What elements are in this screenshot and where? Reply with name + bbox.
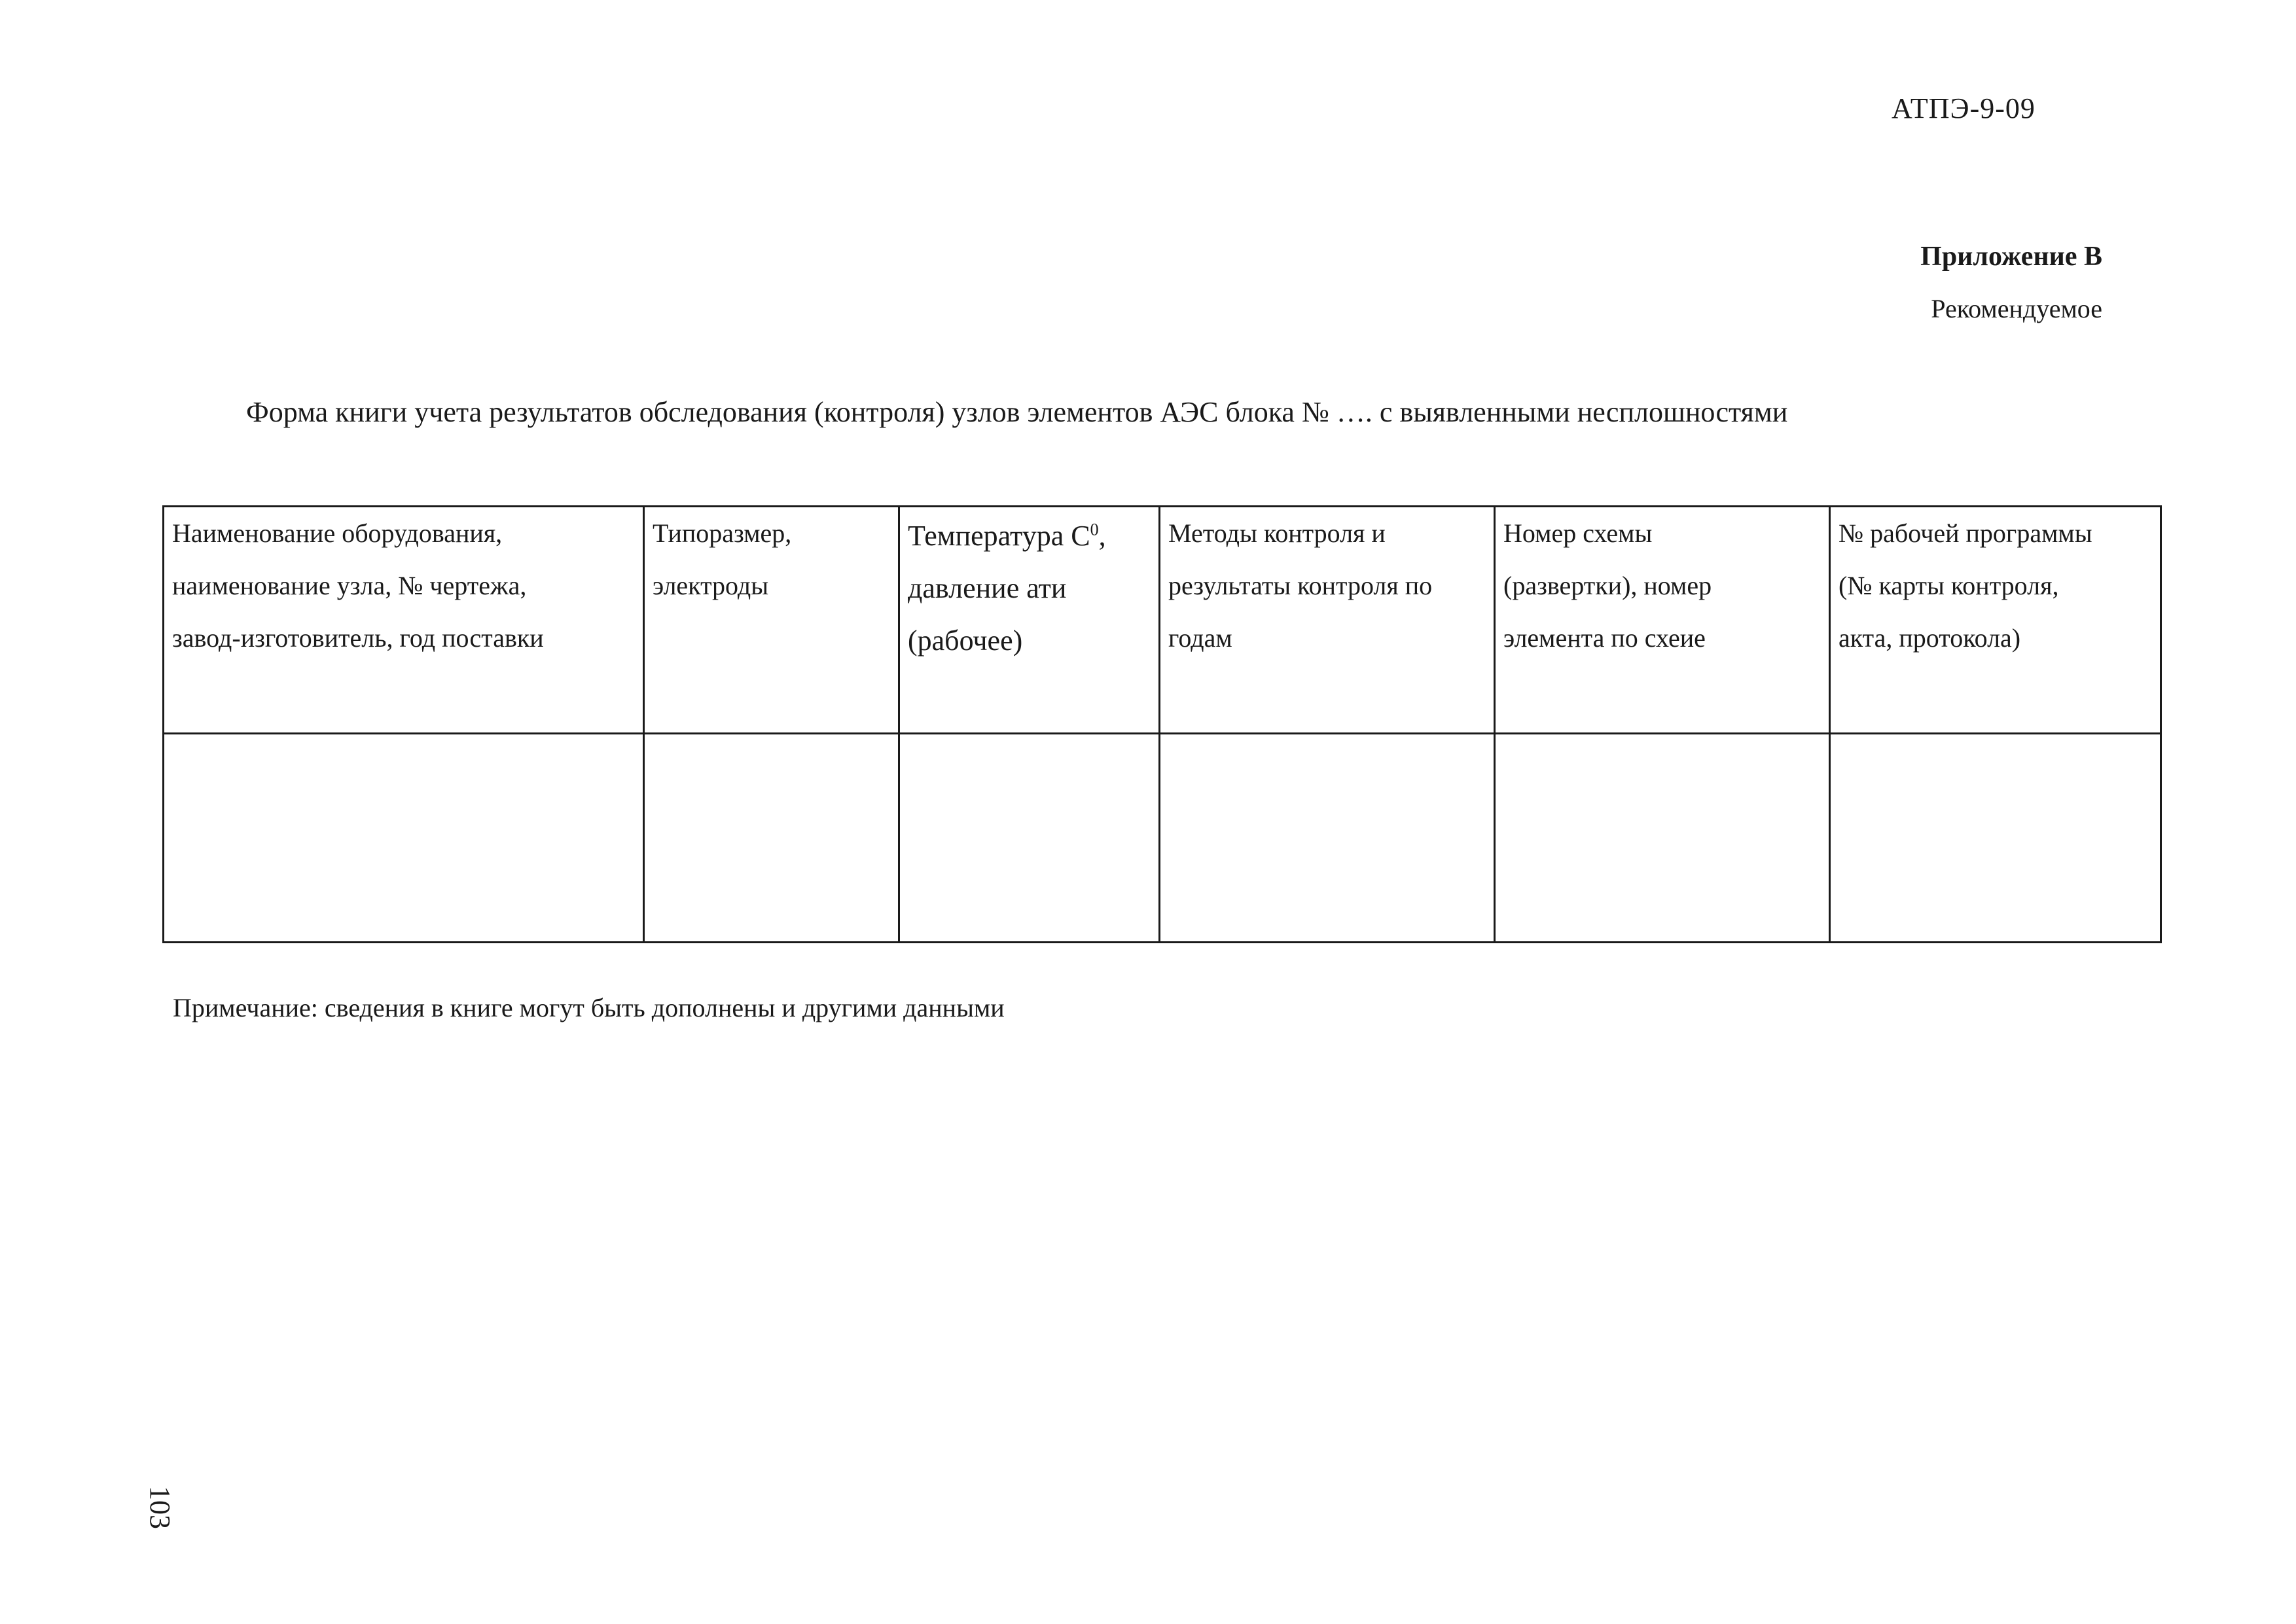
header-line: (№ карты контроля, [1839,571,2059,600]
header-cell-equipment [164,507,644,734]
comma: , [1098,520,1106,552]
doc-code: АТПЭ-9-09 [1892,92,2036,124]
header-line: наименование узла, № чертежа, [172,571,527,600]
header-line: Номер схемы [1503,518,1653,548]
header-line: электроды [653,571,769,600]
table-cell [1160,734,1495,943]
header-cell-program [1830,507,2161,734]
header-line: (развертки), номер [1503,571,1712,600]
header-line [908,510,1151,562]
header-line: результаты контроля по [1168,571,1433,600]
table-cell [1495,734,1830,943]
header-line: Типоразмер, [653,518,792,548]
header-line: годам [1168,623,1232,653]
appendix-title: Приложение В [1920,242,2102,272]
header-line: давление ати [908,572,1067,604]
table-row [164,734,2161,943]
header-cell-methods [1160,507,1495,734]
table-header-row [164,507,2161,734]
header-cell-scheme [1495,507,1830,734]
header-line: акта, протокола) [1839,623,2021,653]
table-cell [644,734,899,943]
form-table [162,505,2162,943]
header-line: (рабочее) [908,624,1023,657]
page-number: 103 [144,1486,176,1529]
temperature-label: Температура С [908,520,1090,552]
header-line: элемента по схеие [1503,623,1706,653]
header-line: Наименование оборудования, [172,518,503,548]
header-line: Методы контроля и [1168,518,1386,548]
header-line: № рабочей программы [1839,518,2092,548]
header-cell-size [644,507,899,734]
header-cell-temperature [899,507,1160,734]
appendix-status: Рекомендуемое [1931,294,2102,323]
degree-superscript: 0 [1090,520,1099,539]
table-cell [1830,734,2161,943]
form-title: Форма книги учета результатов обследования (контроля) узлов элементов АЭС блока № …. с выявленными несплошностями [246,396,1788,428]
table-cell [164,734,644,943]
note: Примечание: сведения в книге могут быть дополнены и другими данными [173,993,1005,1022]
header-line: завод-изготовитель, год поставки [172,623,544,653]
table-cell [899,734,1160,943]
